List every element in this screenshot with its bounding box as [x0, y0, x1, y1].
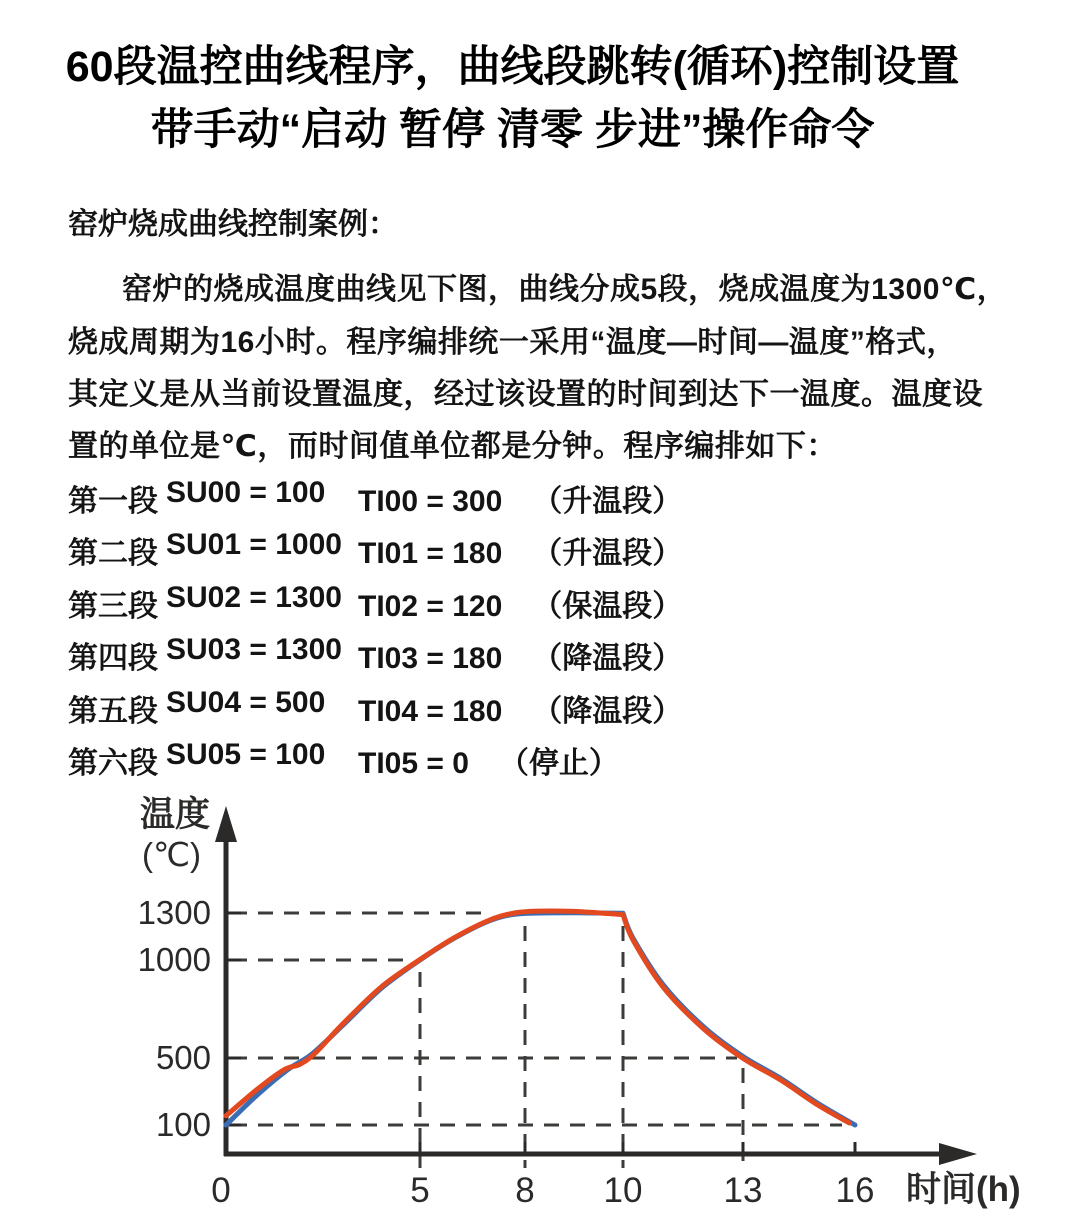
segment-su-value: SU00 = 100 [166, 476, 326, 509]
segment-ti-group [358, 738, 619, 782]
segment-label: 第一段 [68, 485, 158, 518]
segment-ti-group [358, 476, 682, 520]
segment-row [0, 476, 1080, 518]
segment-label: 第五段 [68, 694, 158, 728]
segment-su-value: SU03 = 1300 [166, 633, 342, 667]
segment-ti-value: TI00 = 300 [358, 485, 503, 518]
x-tick-label-10: 10 [603, 1171, 643, 1210]
x-tick-label-5: 5 [410, 1171, 430, 1210]
title-line-2: 带手动“启动 暂停 清零 步进”操作命令 [150, 106, 875, 154]
segment-ti-group [358, 581, 682, 625]
segment-row [0, 581, 1080, 623]
segment-ti-value: TI04 = 180 [358, 694, 503, 728]
segment-ti-group [358, 633, 682, 677]
segment-row [0, 633, 1080, 675]
segment-note: （保温段） [532, 589, 683, 623]
segment-label: 第三段 [68, 589, 158, 623]
segment-label: 第二段 [68, 537, 158, 571]
title-line-1: 60段温控曲线程序，曲线段跳转(循环)控制设置 [65, 43, 960, 91]
y-axis-arrow [215, 806, 237, 842]
paragraph-line-4: 置的单位是℃，而时间值单位都是分钟。程序编排如下： [68, 430, 837, 463]
segment-row [0, 686, 1080, 728]
y-axis-unit: (℃) [142, 836, 202, 873]
x-axis-title: 时间(h) [906, 1170, 1021, 1209]
red_curve [226, 911, 849, 1123]
paragraph-line-1: 窑炉的烧成温度曲线见下图，曲线分成5段，烧成温度为1300℃， [122, 273, 1008, 306]
segment-note: （停止） [498, 747, 619, 780]
segment-ti-value: TI05 = 0 [358, 747, 469, 780]
x-tick-label-8: 8 [515, 1171, 535, 1210]
y-tick-label-1300: 1300 [137, 894, 211, 931]
y-tick-label-1000: 1000 [137, 941, 211, 978]
segment-note: （升温段） [532, 485, 683, 518]
x-tick-label-13: 13 [723, 1171, 763, 1210]
case-heading: 窑炉烧成曲线控制案例： [68, 208, 398, 241]
segment-su-value: SU05 = 100 [166, 738, 326, 771]
y-tick-label-100: 100 [155, 1106, 211, 1143]
segment-ti-group [358, 686, 682, 730]
segment-label: 第四段 [68, 642, 158, 676]
segment-note: （升温段） [532, 537, 683, 571]
x-tick-label-16: 16 [835, 1171, 875, 1210]
segment-su-value: SU02 = 1300 [166, 580, 342, 614]
x-tick-label-0: 0 [211, 1171, 231, 1210]
paragraph-line-3: 其定义是从当前设置温度，经过该设置的时间到达下一温度。温度设 [68, 378, 983, 411]
segment-ti-value: TI01 = 180 [358, 537, 503, 571]
x-axis-arrow [939, 1143, 977, 1165]
segment-su-value: SU04 = 500 [166, 685, 326, 719]
segment-label: 第六段 [68, 747, 158, 780]
segment-ti-value: TI02 = 120 [358, 589, 503, 623]
segment-ti-value: TI03 = 180 [358, 642, 503, 676]
segment-row [0, 528, 1080, 570]
segment-row [0, 738, 1080, 780]
paragraph-line-2: 烧成周期为16小时。程序编排统一采用“温度—时间—温度”格式， [68, 326, 957, 359]
segment-su-value: SU01 = 1000 [166, 528, 342, 562]
segment-note: （降温段） [532, 642, 683, 676]
y-axis-title: 温度 [140, 795, 211, 834]
y-tick-label-500: 500 [155, 1039, 211, 1076]
segment-note: （降温段） [532, 694, 683, 728]
segment-ti-group [358, 528, 682, 572]
blue_curve [226, 913, 855, 1125]
firing-curve-chart [0, 780, 1080, 1223]
